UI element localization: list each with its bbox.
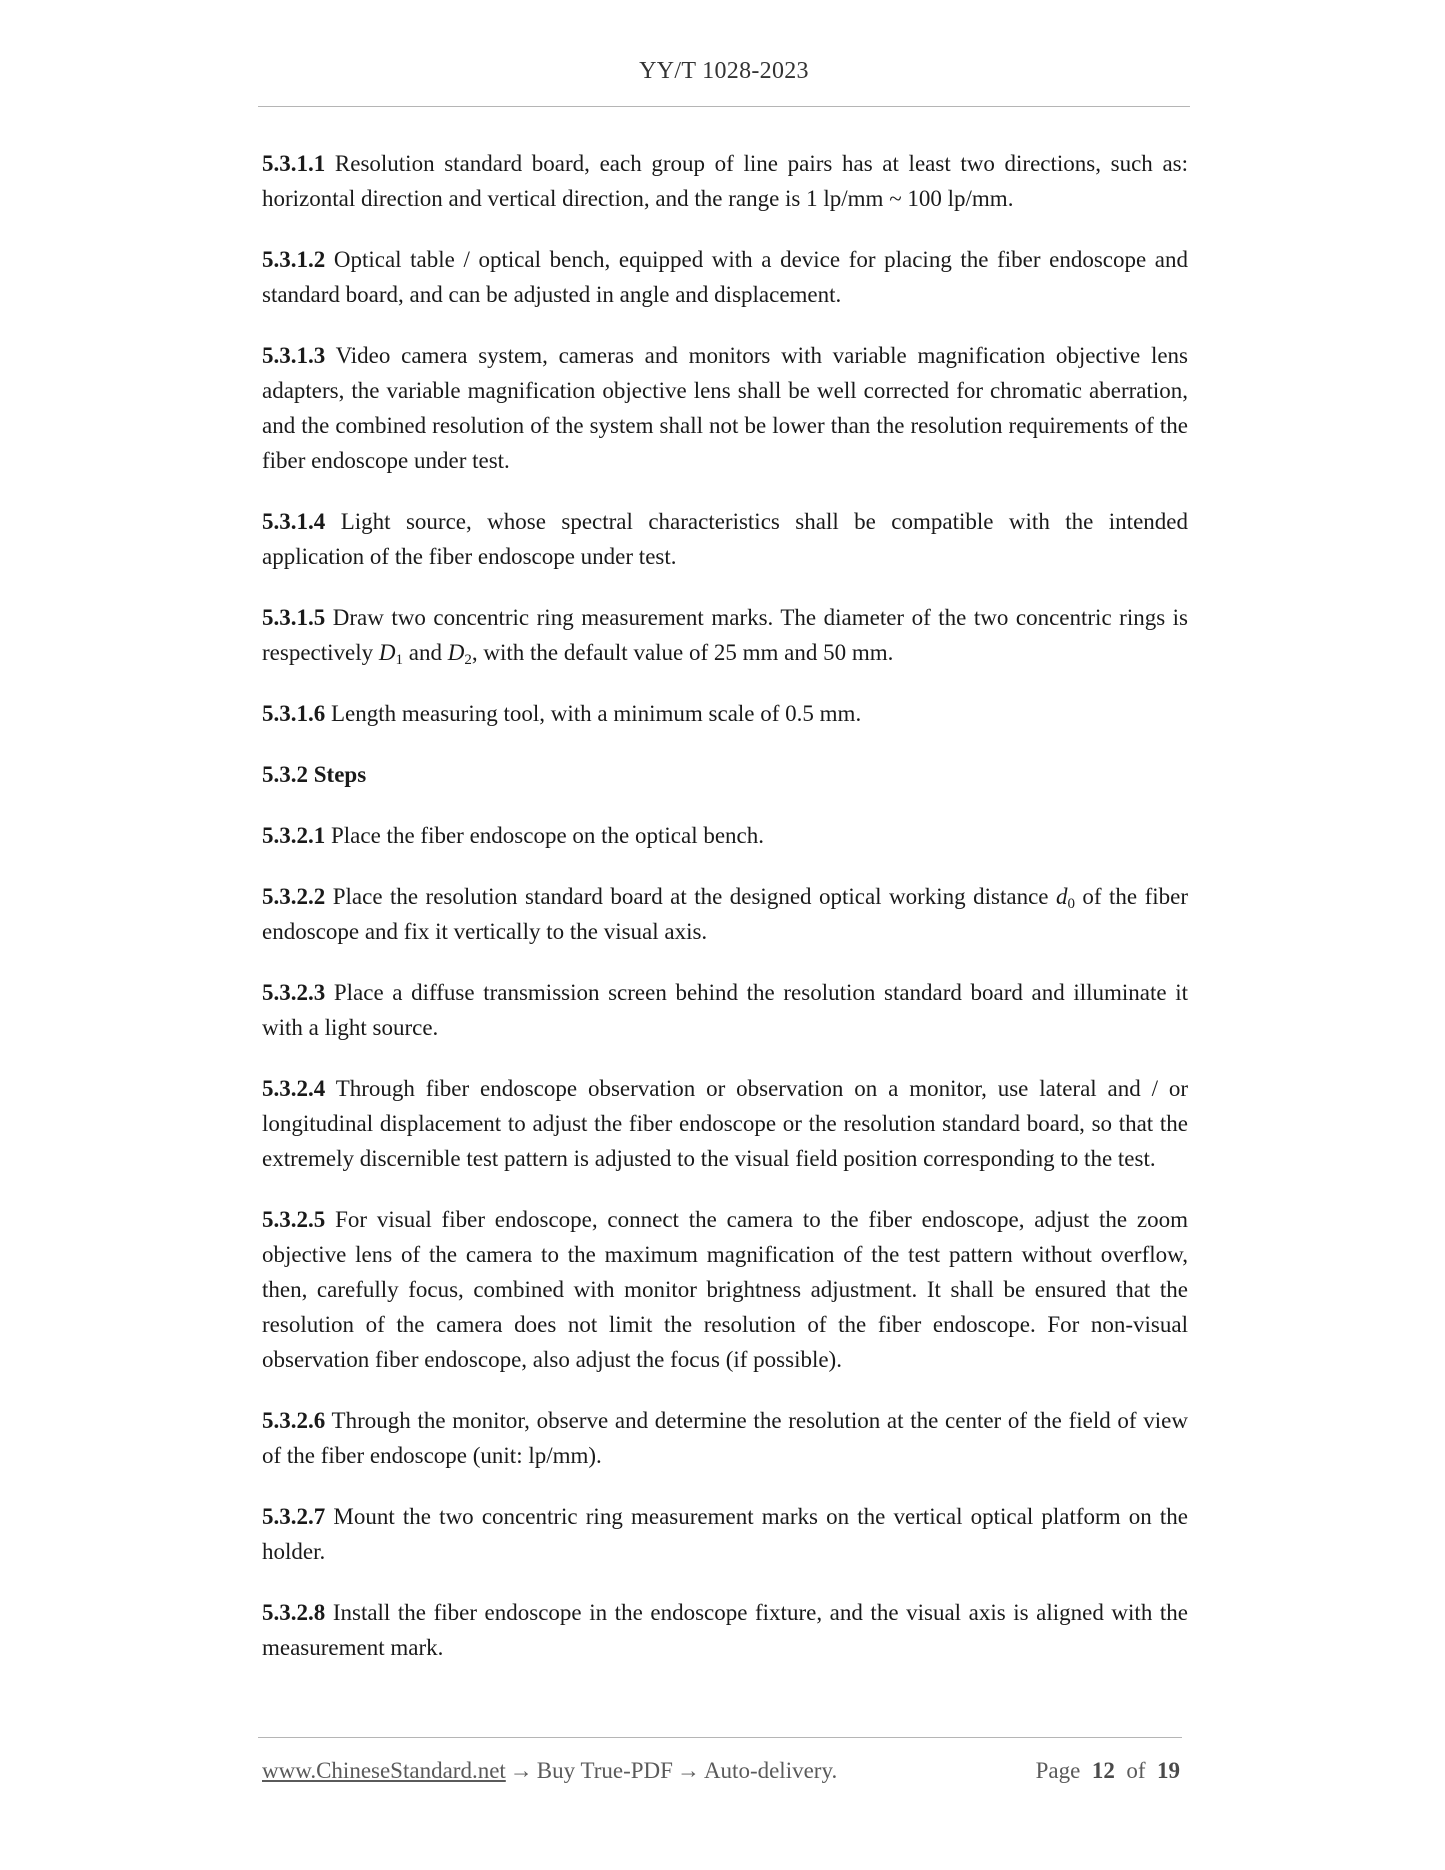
clause-number: 5.3.2.5 (262, 1207, 326, 1232)
clause-number: 5.3.2.7 (262, 1504, 326, 1529)
clause-5-3-1-3 (262, 338, 1188, 478)
clause-5-3-1-5 (262, 600, 1188, 670)
clause-text: , with the default value of 25 mm and 50 mm. (471, 640, 894, 665)
clause-5-3-2-7 (262, 1499, 1188, 1569)
page-indicator (1036, 1758, 1180, 1784)
clause-number: 5.3.1.3 (262, 343, 326, 368)
page-current: 12 (1091, 1758, 1115, 1783)
clause-number: 5.3.2.2 (262, 884, 326, 909)
clause-number: 5.3.2.3 (262, 980, 326, 1005)
clause-text: Light source, whose spectral characteristics shall be compatible with the intended application of the fiber endoscope under test. (262, 509, 1188, 569)
clause-text: Draw two concentric ring measurement marks. The diameter of the two concentric rings is respectively (262, 605, 1189, 665)
heading-title: Steps (313, 762, 367, 787)
clause-text: Place the fiber endoscope on the optical bench. (331, 823, 765, 848)
clause-5-3-2-1 (262, 818, 1188, 853)
clause-5-3-1-4 (262, 504, 1188, 574)
arrow-right-icon: → (509, 1758, 533, 1783)
clause-5-3-2-5 (262, 1202, 1188, 1377)
standard-code: YY/T 1028-2023 (639, 58, 809, 84)
clause-number: 5.3.2.6 (262, 1408, 326, 1433)
clause-text: Length measuring tool, with a minimum scale of 0.5 mm. (331, 701, 862, 726)
delivery-text: Auto-delivery. (703, 1758, 838, 1783)
clause-5-3-1-2 (262, 242, 1188, 312)
clause-5-3-1-1 (262, 146, 1188, 216)
clause-5-3-2-3 (262, 975, 1188, 1045)
subscript-2: 2 (464, 652, 472, 668)
clause-text: Place a diffuse transmission screen behind the resolution standard board and illuminate it with a light source. (262, 980, 1189, 1040)
clause-text: Through fiber endoscope observation or observation on a monitor, use lateral and / or longitudinal displacement to adjust the fiber endoscope or the resolution standard board, so that the extremely discernible test pattern is adjusted to the visual field position corresponding to the test. (262, 1076, 1188, 1171)
clause-text: Resolution standard board, each group of line pairs has at least two directions, such as: horizontal direction and vertical direction, and the range is 1 lp/mm ~ 100 lp/mm. (262, 151, 1188, 211)
clause-text: of the fiber endoscope and fix it vertically to the visual axis. (262, 884, 1188, 944)
document-body (262, 146, 1188, 1691)
clause-number: 5.3.2.8 (262, 1600, 326, 1625)
clause-text: For visual fiber endoscope, connect the camera to the fiber endoscope, adjust the zoom objective lens of the camera to the maximum magnification of the test pattern without overflow, then, carefully focus, combined with monitor brightness adjustment. It shall be ensured that the resolution of the camera does not limit the resolution of the fiber endoscope. For non-visual observation fiber endoscope, also adjust the focus (if possible). (262, 1207, 1189, 1372)
clause-5-3-2-8 (262, 1595, 1188, 1665)
clause-text: Optical table / optical bench, equipped with a device for placing the fiber endoscope and standard board, and can be adjusted in angle and displacement. (262, 247, 1189, 307)
clause-number: 5.3.2.4 (262, 1076, 326, 1101)
of-label: of (1126, 1758, 1146, 1783)
clause-number: 5.3.1.5 (262, 605, 326, 630)
subscript-0: 0 (1067, 896, 1075, 912)
clause-text: Install the fiber endoscope in the endoscope fixture, and the visual axis is aligned with the measurement mark. (262, 1600, 1188, 1660)
site-link[interactable]: www.ChineseStandard.net (262, 1758, 506, 1783)
symbol-d1: D (378, 640, 396, 665)
clause-text: Mount the two concentric ring measurement marks on the vertical optical platform on the holder. (262, 1504, 1189, 1564)
clause-5-3-2-2 (262, 879, 1188, 949)
clause-text: Place the resolution standard board at the designed optical working distance (332, 884, 1056, 909)
clause-text: and (403, 640, 448, 665)
symbol-d2: D (447, 640, 465, 665)
clause-number: 5.3.1.4 (262, 509, 326, 534)
section-heading-steps (262, 757, 1188, 792)
footer-promo (262, 1758, 837, 1784)
clause-5-3-2-6 (262, 1403, 1188, 1473)
clause-number: 5.3.1.1 (262, 151, 326, 176)
clause-text: Video camera system, cameras and monitors with variable magnification objective lens adapters, the variable magnification objective lens shall be well corrected for chromatic aberration, and the combined resolution of the system shall not be lower than the resolution requirements of the fiber endoscope under test. (262, 343, 1188, 473)
clause-number: 5.3.1.2 (262, 247, 326, 272)
clause-5-3-1-6 (262, 696, 1188, 731)
subscript-1: 1 (395, 652, 403, 668)
page-total: 19 (1157, 1758, 1180, 1783)
header-divider (258, 106, 1190, 107)
buy-text: Buy True-PDF (536, 1758, 673, 1783)
symbol-d0: d (1055, 884, 1068, 909)
page-label: Page (1035, 1758, 1081, 1783)
heading-number: 5.3.2 (262, 762, 308, 787)
clause-number: 5.3.1.6 (262, 701, 326, 726)
page-header (258, 58, 1190, 85)
footer-divider (258, 1737, 1182, 1738)
arrow-right-icon: → (676, 1758, 700, 1783)
clause-text: Through the monitor, observe and determine the resolution at the center of the field of view of the fiber endoscope (unit: lp/mm). (262, 1408, 1188, 1468)
clause-5-3-2-4 (262, 1071, 1188, 1176)
clause-number: 5.3.2.1 (262, 823, 326, 848)
